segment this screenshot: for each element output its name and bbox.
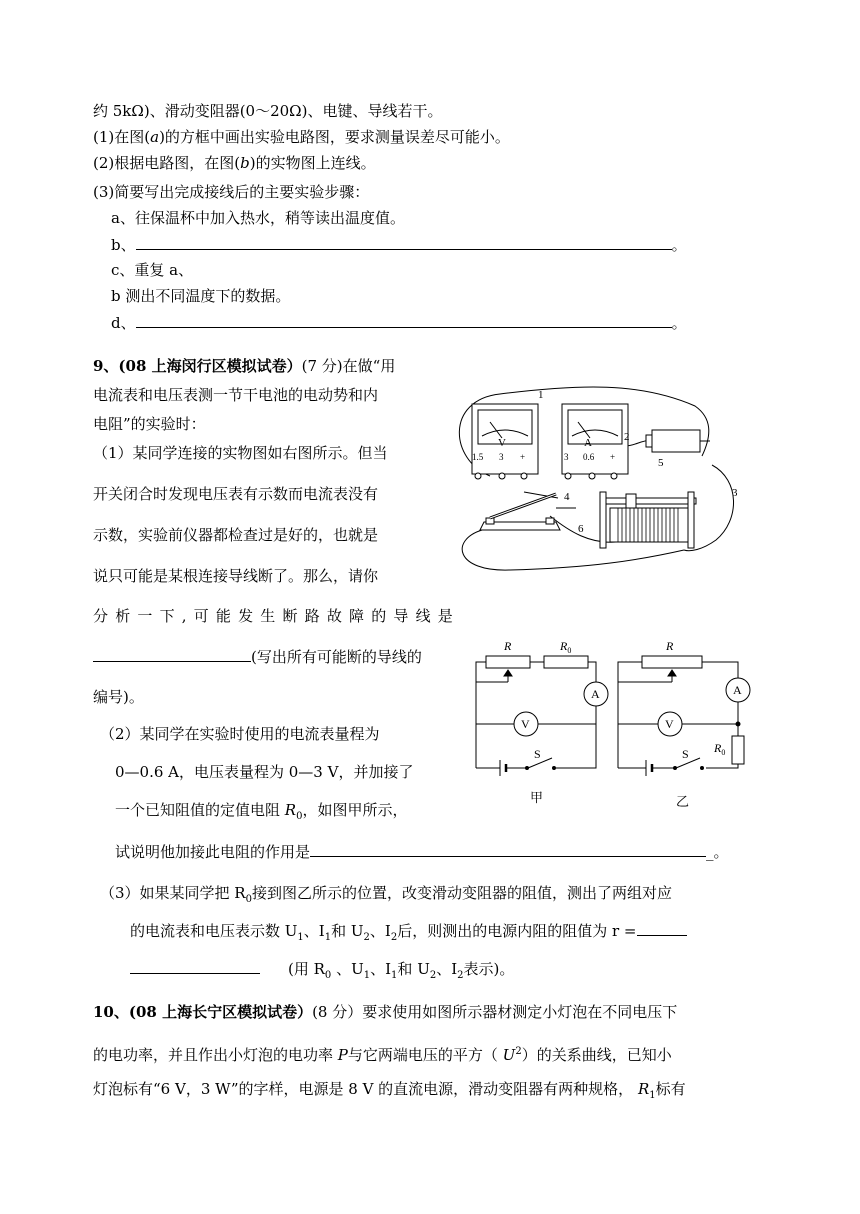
battery-device [646, 430, 710, 452]
q9-line-7: 说只可能是某根连接导线断了。那么，请你 [93, 567, 379, 585]
q9-p2-line-1: （2）某同学在实验时使用的电流表量程为 [100, 725, 380, 743]
label-r0-right: $R_0$ [714, 741, 726, 757]
apparatus-figure [440, 380, 770, 580]
q9-line-8 [93, 606, 453, 626]
intro-line-2: (1)在图(a)的方框中画出实验电路图，要求测量误差尽可能小。 [93, 128, 510, 146]
wire-label-5: 5 [658, 457, 664, 469]
q9-line-8-char: 可 [193, 607, 209, 625]
q9-line-8-char: 能 [215, 607, 231, 625]
label-r-left: R [504, 639, 512, 653]
q9-line-8-char: 生 [260, 607, 276, 625]
label-r-right: R [666, 639, 674, 653]
q9-line-8-char: 下 [159, 607, 175, 625]
switch-label-left: S [534, 747, 541, 761]
q9-line-8-char: 线 [415, 607, 431, 625]
q9-line-8-char: 故 [326, 607, 342, 625]
q9-line-8-char: , [181, 607, 187, 625]
step-c-cont: b 测出不同温度下的数据。 [111, 287, 291, 305]
caption-yi: 乙 [676, 794, 690, 809]
q10-line-2: 的电功率，并且作出小灯泡的电功率 P与它两端电压的平方（ $U^2$）的关系曲线，已知小 [93, 1046, 672, 1064]
wire-label-6: 6 [578, 523, 584, 535]
q9-line-6: 示数，实验前仪器都检查过是好的，也就是 [93, 526, 379, 544]
q9-line-8-char: 路 [304, 607, 320, 625]
q9-line-2: 电流表和电压表测一节干电池的电动势和内 [93, 386, 379, 404]
q9-p3-line-2: 的电流表和电压表示数 $U_1$、$I_1$和 $U_2$、$I_2$后，则测出的电源内阻的阻值为 r = [130, 920, 687, 948]
q9-line-4: （1）某同学连接的实物图如右图所示。但当 [93, 444, 388, 462]
q9-line-9: (写出所有可能断的导线的 [93, 646, 422, 667]
intro-line-3: (2)根据电路图，在图(b)的实物图上连线。 [93, 154, 376, 172]
wire-label-2: 2 [624, 431, 630, 443]
q10-line-3: 灯泡标有“6 V，3 W”的字样，电源是 8 V 的直流电源，滑动变阻器有两种规格， $R_1$标有 [93, 1080, 686, 1101]
ammeter-symbol-right: A [733, 683, 742, 697]
voltmeter-terminal-2: 3 [499, 452, 504, 462]
q9-p2-line-4: 试说明他加接此电阻的作用是 _。 [115, 843, 729, 861]
q9-line-8-char: 是 [437, 607, 453, 625]
ammeter-letter: A [584, 437, 592, 449]
q9-line-8-char: 发 [238, 607, 254, 625]
voltmeter-terminal-3: + [520, 452, 526, 462]
q9-line-1: 9、(08 上海闵行区模拟试卷）(7 分)在做“用 [93, 357, 396, 375]
circuit-figure [460, 632, 780, 812]
wire-label-4: 4 [564, 491, 570, 503]
q9-p2-line-3: 一个已知阻值的定值电阻 $R_0$，如图甲所示， [115, 801, 408, 822]
ammeter-terminal-2: 0.6 [583, 452, 595, 462]
voltmeter-symbol-right: V [665, 717, 674, 731]
step-a: a、往保温杯中加入热水，稍等读出温度值。 [111, 209, 405, 227]
step-d: d、 。 [111, 314, 687, 332]
step-b: b、 。 [111, 236, 687, 254]
step-c: c、重复 a、 [111, 261, 194, 279]
ammeter-terminal-3: + [610, 452, 616, 462]
q9-p3-line-3: (用 $R_0$ 、$U_1$、$I_1$和 $U_2$、$I_2$表示)。 [130, 958, 514, 986]
q9-p2-line-2: 0—0.6 A，电压表量程为 0—3 V，并加接了 [115, 763, 414, 781]
q9-line-8-char: 析 [115, 607, 131, 625]
switch-device [480, 494, 560, 530]
q9-line-8-char: 一 [137, 607, 153, 625]
wire-label-3: 3 [732, 487, 738, 499]
q9-line-8-char: 断 [282, 607, 298, 625]
wire-label-1: 1 [538, 389, 544, 401]
q9-line-3: 电阻”的实验时： [93, 415, 206, 433]
ammeter-device [562, 404, 628, 479]
voltmeter-terminal-1: 1.5 [472, 452, 484, 462]
intro-line-4: (3)简要写出完成接线后的主要实验步骤： [93, 183, 370, 201]
q10-line-1: 10、(08 上海长宁区模拟试卷）(8 分）要求使用如图所示器材测定小灯泡在不同电压下 [93, 1003, 678, 1021]
switch-label-right: S [682, 747, 689, 761]
q9-line-8-char: 导 [393, 607, 409, 625]
voltmeter-symbol-left: V [521, 717, 530, 731]
intro-line-1: 约 5kΩ)、滑动变阻器(0～20Ω)、电键、导线若干。 [93, 102, 443, 120]
rheostat-device [600, 492, 696, 548]
voltmeter-letter: V [498, 437, 506, 449]
caption-jia: 甲 [530, 790, 544, 805]
label-r0-left: $R_0$ [560, 639, 572, 655]
q9-line-8-char: 分 [93, 607, 109, 625]
q9-line-10: 编号)。 [93, 688, 144, 706]
q9-p3-line-1: （3）如果某同学把 $R_0$接到图乙所示的位置，改变滑动变阻器的阻值，测出了两组对应 [100, 884, 672, 905]
q9-line-5: 开关闭合时发现电压表有示数而电流表没有 [93, 485, 379, 503]
ammeter-terminal-1: 3 [564, 452, 569, 462]
q9-line-8-char: 障 [349, 607, 365, 625]
ammeter-symbol-left: A [591, 687, 600, 701]
q9-line-8-char: 的 [371, 607, 387, 625]
